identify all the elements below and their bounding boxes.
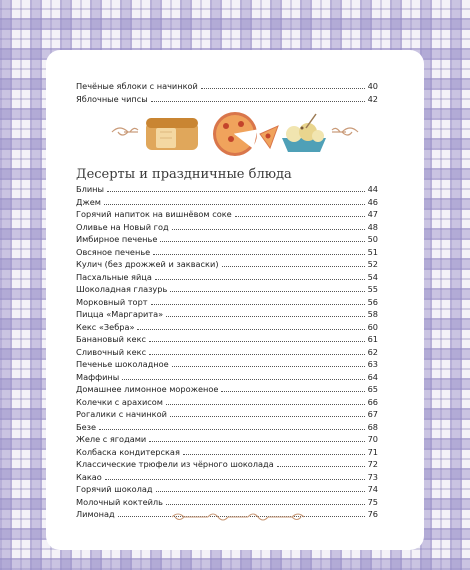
- contents-page: [46, 50, 424, 550]
- toc-entry-page: 72: [367, 459, 378, 469]
- dot-leader: [172, 359, 365, 367]
- toc-entry-page: 52: [367, 259, 378, 269]
- toc-entry-title: Горячий напиток на вишнёвом соке: [76, 209, 232, 219]
- toc-entry-page: 61: [367, 334, 378, 344]
- toc-entry-page: 64: [367, 371, 378, 382]
- toc-entry[interactable]: [76, 297, 378, 309]
- toc-entry-title: Какао: [76, 471, 102, 482]
- toc-entry-title: Домашнее лимонное мороженое: [76, 384, 219, 394]
- toc-entry-page: 56: [367, 296, 378, 307]
- toc-entry[interactable]: [76, 497, 378, 509]
- toc-entry[interactable]: [76, 259, 378, 271]
- bread-loaf-illustration: [146, 118, 198, 150]
- toc-entry-title: Имбирное печенье: [76, 234, 158, 244]
- toc-entry-page: 74: [367, 484, 378, 494]
- footer-ornament: [168, 510, 308, 524]
- dot-leader: [170, 284, 364, 292]
- toc-entry-page: 60: [367, 321, 378, 332]
- dot-leader: [155, 272, 365, 280]
- toc-entry[interactable]: [76, 359, 378, 371]
- dot-leader: [107, 184, 365, 192]
- toc-entry-title: Оливье на Новый год: [76, 221, 169, 232]
- toc-entry-page: 71: [367, 446, 378, 457]
- toc-entry-title: Яблочные чипсы: [76, 93, 148, 104]
- toc-entry[interactable]: [76, 472, 378, 484]
- toc-entry-page: 48: [367, 221, 378, 232]
- dot-leader: [170, 409, 365, 417]
- toc-entry[interactable]: [76, 484, 378, 496]
- toc-entry[interactable]: [76, 322, 378, 334]
- toc-entry-title: Овсяное печенье: [76, 246, 151, 257]
- toc-entry[interactable]: [76, 209, 378, 221]
- toc-entry[interactable]: [76, 94, 378, 106]
- toc-entry[interactable]: [76, 422, 378, 434]
- toc-entry-title: Пицца «Маргарита»: [76, 309, 164, 319]
- toc-entry-title: Лимонад: [76, 509, 115, 519]
- toc-entry-page: 44: [367, 184, 378, 194]
- toc-entry-title: Шоколадная глазурь: [76, 284, 168, 294]
- toc-entry-title: Сливочный кекс: [76, 346, 147, 357]
- toc-entry[interactable]: [76, 247, 378, 259]
- dot-leader: [149, 434, 364, 442]
- dot-leader: [166, 397, 365, 405]
- toc-entry-page: 47: [367, 209, 378, 219]
- dot-leader: [156, 484, 365, 492]
- dot-leader: [221, 384, 364, 392]
- toc-entry-page: 46: [367, 196, 378, 207]
- toc-entry-page: 55: [367, 284, 378, 294]
- toc-entry-page: 50: [367, 234, 378, 244]
- toc-entry-title: Кекс «Зебра»: [76, 321, 135, 332]
- toc-entry-title: Печёные яблоки с начинкой: [76, 81, 198, 91]
- toc-entry[interactable]: [76, 81, 378, 93]
- toc-entry[interactable]: [76, 384, 378, 396]
- left-flourish-ornament: [112, 128, 138, 135]
- toc-entry[interactable]: [76, 184, 378, 196]
- dot-leader: [137, 322, 364, 330]
- toc-entry-title: Безе: [76, 421, 97, 432]
- dot-leader: [201, 81, 365, 89]
- toc-entry-page: 62: [367, 346, 378, 357]
- dot-leader: [166, 309, 364, 317]
- dot-leader: [172, 222, 365, 230]
- ice-cream-bowl-illustration: [282, 114, 326, 152]
- toc-entry-title: Кулич (без дрожжей и закваски): [76, 259, 219, 269]
- pizza-illustration: [213, 112, 278, 156]
- toc-entry-title: Банановый кекс: [76, 334, 147, 344]
- toc-entry[interactable]: [76, 447, 378, 459]
- dot-leader: [235, 209, 365, 217]
- toc-entry-page: 73: [367, 471, 378, 482]
- toc-entry[interactable]: [76, 309, 378, 321]
- toc-entry[interactable]: [76, 372, 378, 384]
- dot-leader: [151, 297, 365, 305]
- toc-entry-page: 65: [367, 384, 378, 394]
- toc-entry[interactable]: [76, 347, 378, 359]
- toc-entry-title: Рогалики с начинкой: [76, 409, 167, 419]
- toc-entry-title: Джем: [76, 196, 101, 207]
- toc-entry[interactable]: [76, 459, 378, 471]
- right-flourish-ornament: [332, 128, 358, 135]
- toc-entry[interactable]: [76, 434, 378, 446]
- dot-leader: [149, 347, 364, 355]
- toc-entry-page: 54: [367, 271, 378, 282]
- toc-entry-page: 68: [367, 421, 378, 432]
- toc-entry[interactable]: [76, 272, 378, 284]
- dot-leader: [149, 334, 365, 342]
- section-title: Десерты и праздничные блюда: [76, 167, 292, 182]
- toc-entry-title: Колечки с арахисом: [76, 396, 163, 407]
- toc-entry-title: Морковный торт: [76, 296, 148, 307]
- toc-entry-title: Печенье шоколадное: [76, 359, 169, 369]
- dot-leader: [277, 459, 365, 467]
- toc-entry-page: 67: [367, 409, 378, 419]
- toc-entry-page: 42: [367, 93, 378, 104]
- toc-entry-title: Классические трюфели из чёрного шоколада: [76, 459, 274, 469]
- toc-entry-title: Пасхальные яйца: [76, 271, 152, 282]
- toc-entry-page: 66: [367, 396, 378, 407]
- toc-entry[interactable]: [76, 234, 378, 246]
- dot-leader: [153, 247, 364, 255]
- toc-entry[interactable]: [76, 222, 378, 234]
- toc-entry[interactable]: [76, 397, 378, 409]
- food-illustrations: [110, 108, 360, 160]
- dot-leader: [99, 422, 365, 430]
- toc-entry-title: Молочный коктейль: [76, 496, 163, 507]
- dot-leader: [166, 497, 365, 505]
- toc-entry-page: 40: [367, 81, 378, 91]
- toc-entry-page: 63: [367, 359, 378, 369]
- dot-leader: [151, 94, 365, 102]
- toc-entry[interactable]: [76, 334, 378, 346]
- toc-entry[interactable]: [76, 197, 378, 209]
- toc-entry-title: Горячий шоколад: [76, 484, 153, 494]
- toc-entry-title: Колбаска кондитерская: [76, 446, 180, 457]
- toc-entry-title: Блины: [76, 184, 104, 194]
- dot-leader: [105, 472, 365, 480]
- toc-entry-page: 70: [367, 434, 378, 444]
- dot-leader: [104, 197, 365, 205]
- dot-leader: [160, 234, 364, 242]
- toc-entry[interactable]: [76, 409, 378, 421]
- toc-entry-page: 51: [367, 246, 378, 257]
- toc-entry[interactable]: [76, 284, 378, 296]
- toc-entry-title: Маффины: [76, 371, 120, 382]
- dot-leader: [122, 372, 364, 380]
- toc-entry-page: 76: [367, 509, 378, 519]
- dot-leader: [222, 259, 365, 267]
- dot-leader: [183, 447, 365, 455]
- toc-entry-page: 75: [367, 496, 378, 507]
- toc-entry-page: 58: [367, 309, 378, 319]
- toc-entry-title: Желе с ягодами: [76, 434, 147, 444]
